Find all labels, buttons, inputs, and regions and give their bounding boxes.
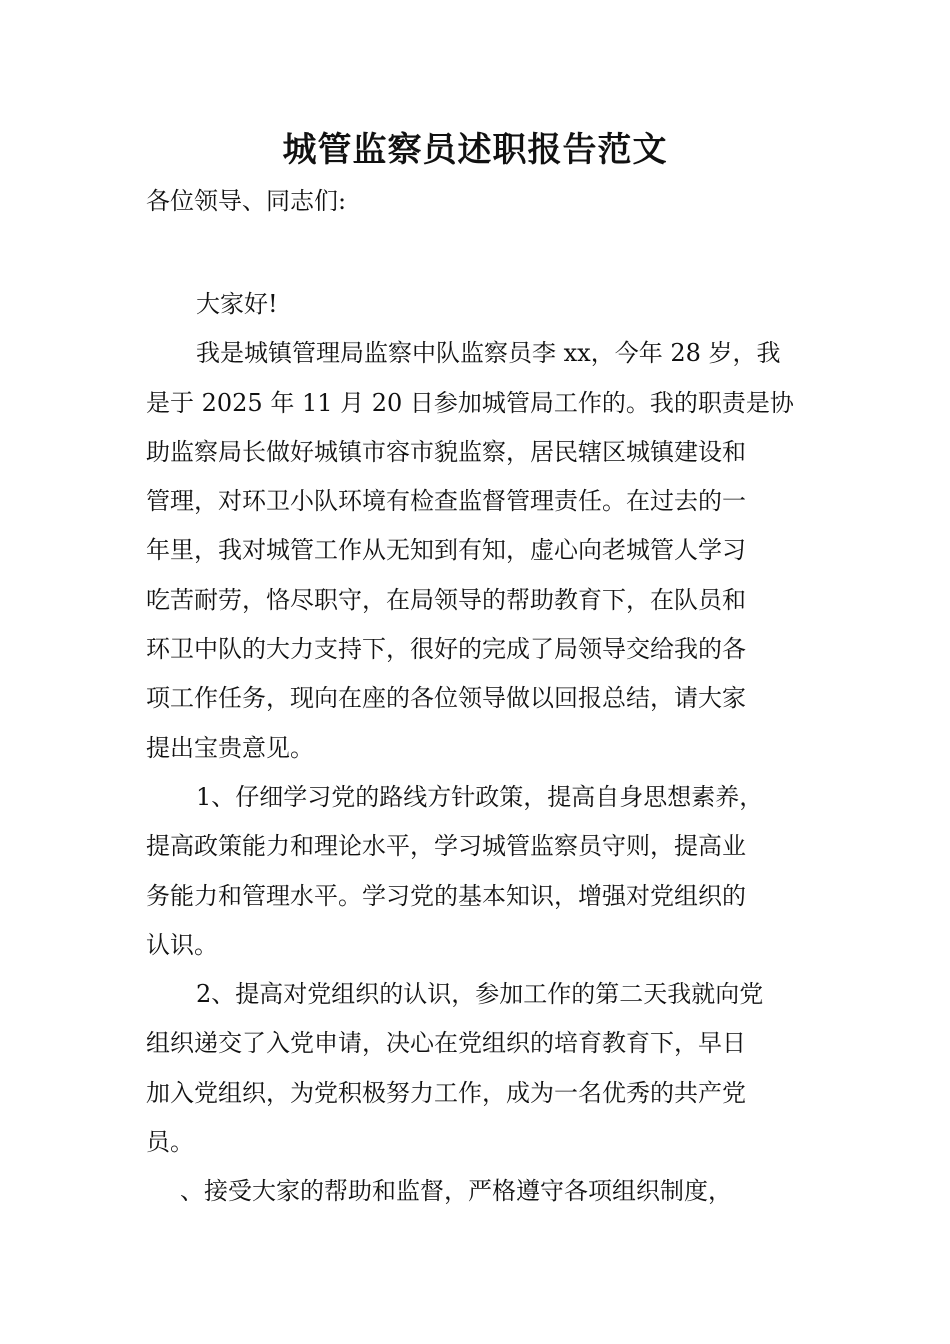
paragraph-intro-line: 项工作任务，现向在座的各位领导做以回报总结，请大家 — [146, 684, 746, 713]
paragraph-item-1-line: 提高政策能力和理论水平，学习城管监察员守则，提高业 — [146, 832, 746, 861]
paragraph-item-2-line: 2、提高对党组织的认识，参加工作的第二天我就向党 — [196, 980, 764, 1009]
paragraph-intro-line: 助监察局长做好城镇市容市貌监察，居民辖区城镇建设和 — [146, 437, 746, 466]
paragraph-item-1-line: 1、仔细学习党的路线方针政策，提高自身思想素养， — [196, 782, 764, 811]
document-body — [146, 280, 810, 1217]
paragraph-item-1-line: 务能力和管理水平。学习党的基本知识，增强对党组织的 — [146, 881, 746, 910]
paragraph-intro-line: 是于 2025 年 11 月 20 日参加城管局工作的。我的职责是协 — [146, 388, 794, 417]
paragraph-item-2-line: 员。 — [146, 1128, 194, 1157]
salutation: 各位领导、同志们: — [146, 187, 347, 215]
paragraph-intro-line: 我是城镇管理局监察中队监察员李 xx，今年 28 岁，我 — [196, 339, 781, 368]
paragraph-intro-line: 提出宝贵意见。 — [146, 733, 314, 762]
paragraph-intro-line: 管理，对环卫小队环境有检查监督管理责任。在过去的一 — [146, 487, 746, 516]
paragraph-intro-line: 吃苦耐劳，恪尽职守，在局领导的帮助教育下，在队员和 — [146, 585, 746, 614]
paragraph-item-1-line: 认识。 — [146, 930, 218, 959]
page-title: 城管监察员述职报告范文 — [282, 130, 668, 170]
paragraph-item-3-line: 、接受大家的帮助和监督，严格遵守各项组织制度， — [180, 1177, 732, 1206]
paragraph-item-2-line: 加入党组织，为党积极努力工作，成为一名优秀的共产党 — [146, 1078, 746, 1107]
paragraph-intro-line: 环卫中队的大力支持下，很好的完成了局领导交给我的各 — [146, 635, 746, 664]
paragraph-intro-line: 年里，我对城管工作从无知到有知，虚心向老城管人学习 — [146, 536, 746, 565]
paragraph-item-2-line: 组织递交了入党申请，决心在党组织的培育教育下，早日 — [146, 1029, 746, 1058]
paragraph-greeting: 大家好! — [196, 290, 278, 318]
